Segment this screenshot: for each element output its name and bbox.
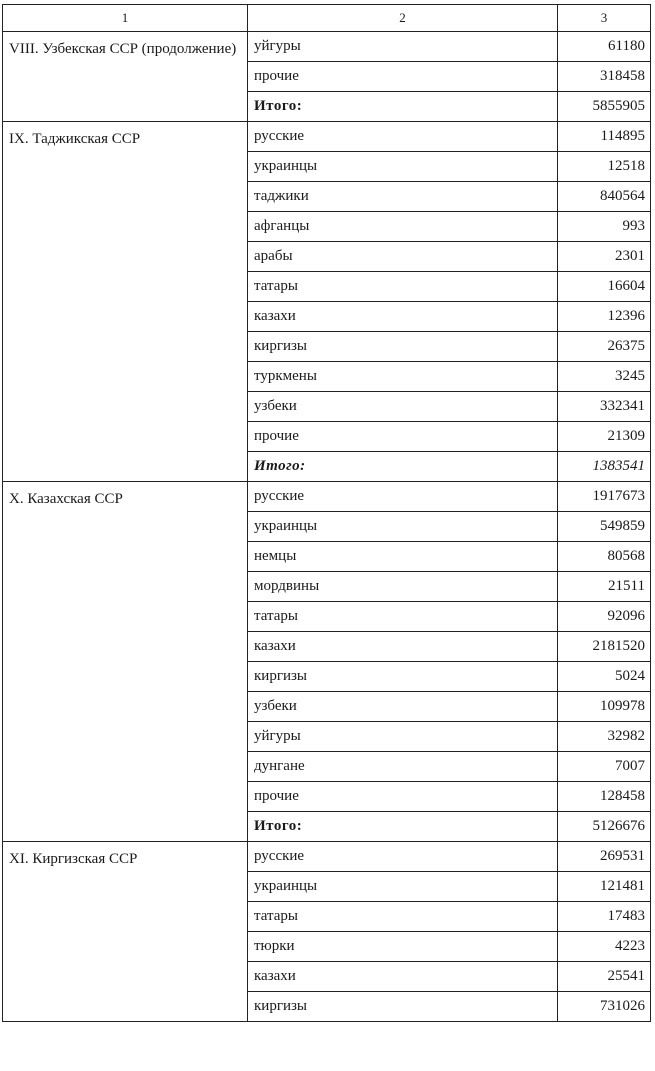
population-cell: 2301 — [558, 242, 651, 272]
population-cell: 114895 — [558, 122, 651, 152]
nationality-cell: татары — [248, 602, 558, 632]
nationality-cell: украинцы — [248, 152, 558, 182]
population-cell: 12518 — [558, 152, 651, 182]
population-cell: 61180 — [558, 32, 651, 62]
region-cell: X. Казахская ССР — [3, 482, 248, 842]
population-cell: 92096 — [558, 602, 651, 632]
total-label: Итого: — [254, 98, 303, 114]
population-cell: 21511 — [558, 572, 651, 602]
total-value-cell: 5126676 — [558, 812, 651, 842]
region-cell: VIII. Узбекская ССР (продолжение) — [3, 32, 248, 122]
total-label-cell — [248, 92, 558, 122]
population-cell: 25541 — [558, 962, 651, 992]
population-cell: 17483 — [558, 902, 651, 932]
total-label: Итого: — [254, 458, 306, 474]
population-cell: 318458 — [558, 62, 651, 92]
population-cell: 2181520 — [558, 632, 651, 662]
nationality-cell: тюрки — [248, 932, 558, 962]
nationality-cell: киргизы — [248, 332, 558, 362]
nationality-cell: киргизы — [248, 992, 558, 1022]
column-header-3: 3 — [558, 5, 651, 32]
population-cell: 128458 — [558, 782, 651, 812]
nationality-cell: прочие — [248, 422, 558, 452]
nationality-cell: татары — [248, 272, 558, 302]
nationality-cell: русские — [248, 482, 558, 512]
nationality-cell: туркмены — [248, 362, 558, 392]
nationality-cell: прочие — [248, 782, 558, 812]
population-cell: 32982 — [558, 722, 651, 752]
population-cell: 332341 — [558, 392, 651, 422]
population-cell: 26375 — [558, 332, 651, 362]
population-cell: 21309 — [558, 422, 651, 452]
population-cell: 269531 — [558, 842, 651, 872]
population-cell: 109978 — [558, 692, 651, 722]
population-table — [2, 4, 651, 1022]
nationality-cell: казахи — [248, 962, 558, 992]
nationality-cell: украинцы — [248, 872, 558, 902]
population-cell: 549859 — [558, 512, 651, 542]
nationality-cell: казахи — [248, 302, 558, 332]
table-row — [3, 32, 651, 62]
table-row — [3, 122, 651, 152]
nationality-cell: афганцы — [248, 212, 558, 242]
table-row — [3, 482, 651, 512]
population-cell: 12396 — [558, 302, 651, 332]
nationality-cell: таджики — [248, 182, 558, 212]
total-label-cell — [248, 812, 558, 842]
nationality-cell: уйгуры — [248, 722, 558, 752]
table-body — [3, 32, 651, 1022]
nationality-cell: мордвины — [248, 572, 558, 602]
nationality-cell: узбеки — [248, 692, 558, 722]
nationality-cell: казахи — [248, 632, 558, 662]
nationality-cell: узбеки — [248, 392, 558, 422]
nationality-cell: украинцы — [248, 512, 558, 542]
header-row — [3, 5, 651, 32]
nationality-cell: татары — [248, 902, 558, 932]
population-cell: 80568 — [558, 542, 651, 572]
nationality-cell: арабы — [248, 242, 558, 272]
population-cell: 3245 — [558, 362, 651, 392]
nationality-cell: киргизы — [248, 662, 558, 692]
population-cell: 840564 — [558, 182, 651, 212]
population-cell: 121481 — [558, 872, 651, 902]
column-header-1: 1 — [3, 5, 248, 32]
region-cell: IX. Таджикская ССР — [3, 122, 248, 482]
population-cell: 993 — [558, 212, 651, 242]
document-page — [2, 4, 651, 1022]
column-header-2: 2 — [248, 5, 558, 32]
total-label-cell — [248, 452, 558, 482]
nationality-cell: русские — [248, 842, 558, 872]
region-cell: XI. Киргизская ССР — [3, 842, 248, 1022]
population-cell: 7007 — [558, 752, 651, 782]
total-value-cell: 1383541 — [558, 452, 651, 482]
population-cell: 16604 — [558, 272, 651, 302]
nationality-cell: уйгуры — [248, 32, 558, 62]
total-label: Итого: — [254, 818, 303, 834]
nationality-cell: прочие — [248, 62, 558, 92]
nationality-cell: немцы — [248, 542, 558, 572]
total-value-cell: 5855905 — [558, 92, 651, 122]
population-cell: 731026 — [558, 992, 651, 1022]
population-cell: 1917673 — [558, 482, 651, 512]
nationality-cell: дунгане — [248, 752, 558, 782]
population-cell: 4223 — [558, 932, 651, 962]
population-cell: 5024 — [558, 662, 651, 692]
table-row — [3, 842, 651, 872]
nationality-cell: русские — [248, 122, 558, 152]
